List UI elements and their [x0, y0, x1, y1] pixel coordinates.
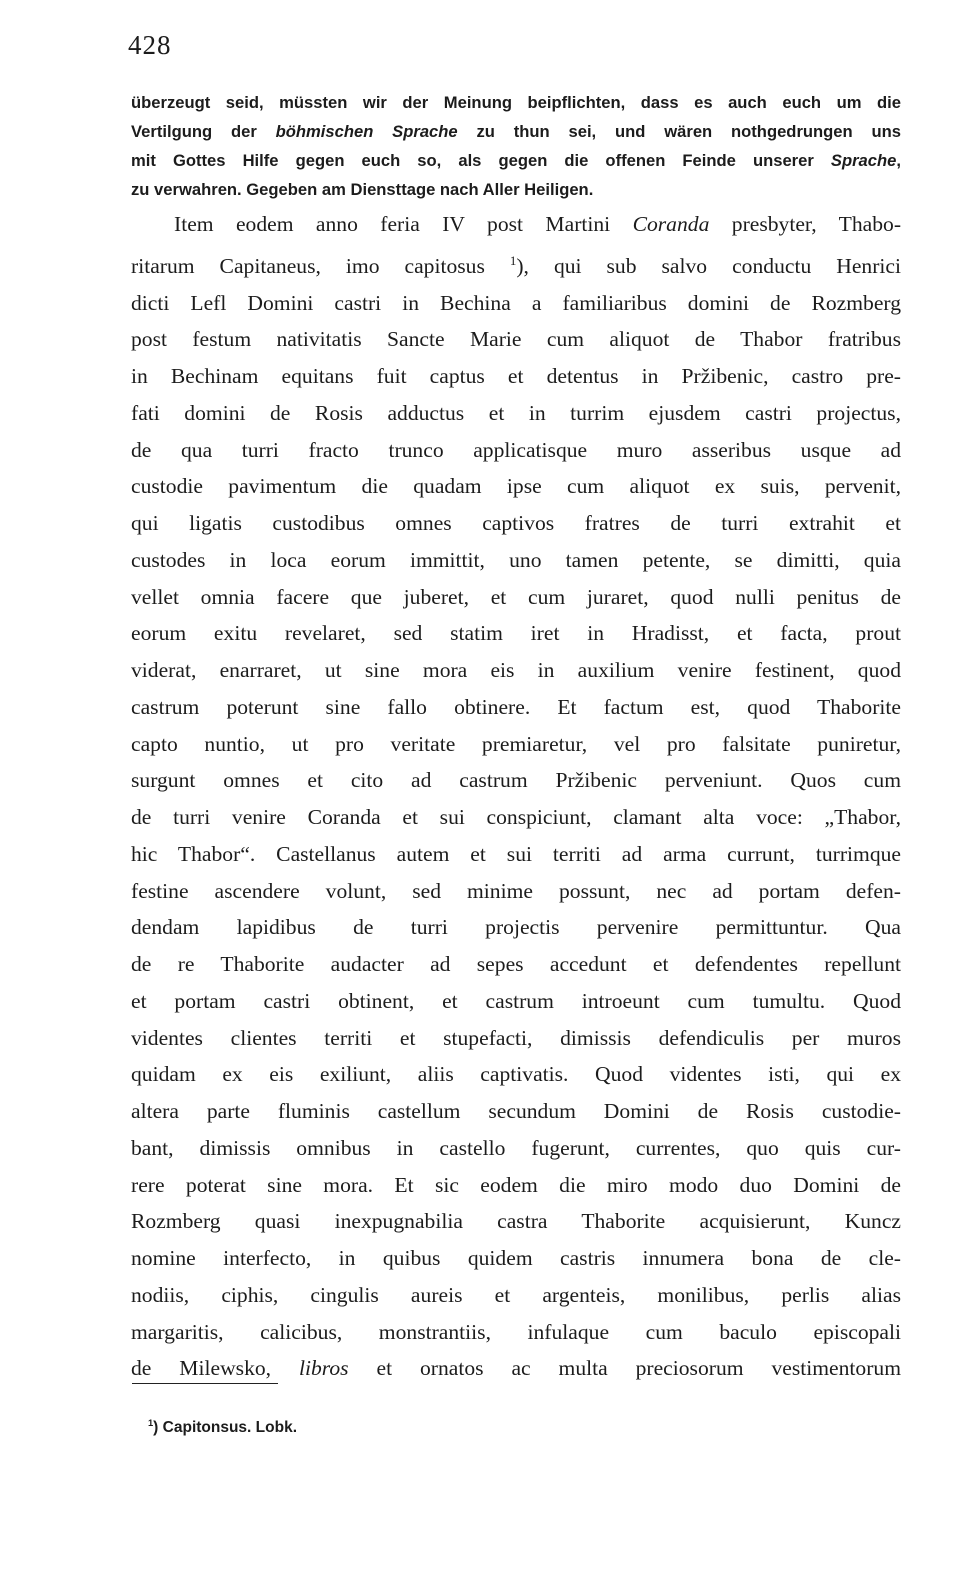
- latin-text-line: eorum exitu revelaret, sed statim iret in Hradisst, et facta, prout: [131, 621, 901, 646]
- latin-text-line: de Milewsko, libros et ornatos ac multa preciosorum vestimentorum: [131, 1356, 901, 1381]
- latin-text-line: Rozmberg quasi inexpugnabilia castra Thaborite acquisierunt, Kuncz: [131, 1209, 901, 1234]
- german-text-block: [131, 88, 901, 204]
- latin-text-line: hic Thabor“. Castellanus autem et sui territi ad arma currunt, turrimque: [131, 841, 901, 866]
- latin-text-line: custodie pavimentum die quadam ipse cum aliquot ex suis, pervenit,: [131, 474, 901, 499]
- latin-text-line: Item eodem anno feria IV post Martini Coranda presbyter, Thabo-: [174, 212, 902, 236]
- latin-text-line: nodiis, ciphis, cingulis aureis et argenteis, monilibus, perlis alias: [131, 1282, 901, 1307]
- german-text-line: Vertilgung der böhmischen Sprache zu thun sei, und wären nothgedrungen uns: [131, 122, 901, 141]
- latin-text-line: de qua turri fracto trunco applicatisque muro asseribus usque ad: [131, 437, 901, 462]
- page-number: 428: [128, 30, 172, 60]
- latin-text-line: in Bechinam equitans fuit captus et detentus in Pržibenic, castro pre-: [131, 364, 901, 389]
- latin-text-line: margaritis, calicibus, monstrantiis, infulaque cum baculo episcopali: [131, 1319, 901, 1344]
- latin-text-block: [131, 206, 901, 1387]
- german-text-line: zu verwahren. Gegeben am Diensttage nach Aller Heiligen.: [131, 180, 594, 199]
- footnote-paren: ): [153, 1419, 159, 1437]
- footnote: [148, 1418, 297, 1437]
- latin-text-line: capto nuntio, ut pro veritate premiaretur, vel pro falsitate puniretur,: [131, 731, 901, 756]
- latin-text-line: dicti Lefl Domini castri in Bechina a familiaribus domini de Rozmberg: [131, 290, 901, 315]
- latin-text-line: qui ligatis custodibus omnes captivos fratres de turri extrahit et: [131, 511, 901, 536]
- latin-text-line: custodes in loca eorum immittit, uno tamen petente, se dimitti, quia: [131, 547, 901, 572]
- latin-text-line: vellet omnia facere que juberet, et cum juraret, quod nulli penitus de: [131, 584, 901, 609]
- latin-text-line: de re Thaborite audacter ad sepes accedunt et defendentes repellunt: [131, 952, 901, 977]
- german-text-line: mit Gottes Hilfe gegen euch so, als gegen die offenen Feinde unserer Sprache,: [131, 151, 901, 170]
- latin-text-line: ritarum Capitaneus, imo capitosus $^1$), qui sub salvo conductu Henrici: [131, 252, 901, 278]
- latin-text-line: dendam lapidibus de turri projectis pervenire permittuntur. Qua: [131, 915, 901, 940]
- latin-text-line: castrum poterunt sine fallo obtinere. Et factum est, quod Thaborite: [131, 694, 901, 719]
- latin-text-line: videntes clientes territi et stupefacti, dimissis defendiculis per muros: [131, 1025, 901, 1050]
- latin-text-line: fati domini de Rosis adductus et in turrim ejusdem castri projectus,: [131, 400, 901, 425]
- latin-text-line: festine ascendere volunt, sed minime possunt, nec ad portam defen-: [131, 878, 901, 903]
- german-text-line: überzeugt seid, müssten wir der Meinung beipflichten, dass es auch euch um die: [131, 93, 901, 112]
- latin-text-line: nomine interfecto, in quibus quidem castris innumera bona de cle-: [131, 1246, 901, 1271]
- latin-text-line: rere poterat sine mora. Et sic eodem die miro modo duo Domini de: [131, 1172, 901, 1197]
- latin-text-line: et portam castri obtinent, et castrum introeunt cum tumultu. Quod: [131, 988, 901, 1013]
- latin-text-line: quidam ex eis exiliunt, aliis captivatis. Quod videntes isti, qui ex: [131, 1062, 901, 1087]
- footnote-rule: [132, 1383, 278, 1384]
- footnote-marker: 1: [148, 1418, 154, 1428]
- latin-text-line: de turri venire Coranda et sui conspiciunt, clamant alta voce: „Thabor,: [131, 805, 901, 830]
- latin-text-line: post festum nativitatis Sancte Marie cum aliquot de Thabor fratribus: [131, 327, 901, 352]
- latin-text-line: bant, dimissis omnibus in castello fugerunt, currentes, quo quis cur-: [131, 1135, 901, 1160]
- footnote-text: Capitonsus. Lobk.: [162, 1419, 297, 1437]
- latin-text-line: surgunt omnes et cito ad castrum Pržibenic perveniunt. Quos cum: [131, 768, 901, 793]
- latin-text-line: altera parte fluminis castellum secundum Domini de Rosis custodie-: [131, 1099, 901, 1124]
- latin-text-line: viderat, enarraret, ut sine mora eis in auxilium venire festinent, quod: [131, 658, 901, 683]
